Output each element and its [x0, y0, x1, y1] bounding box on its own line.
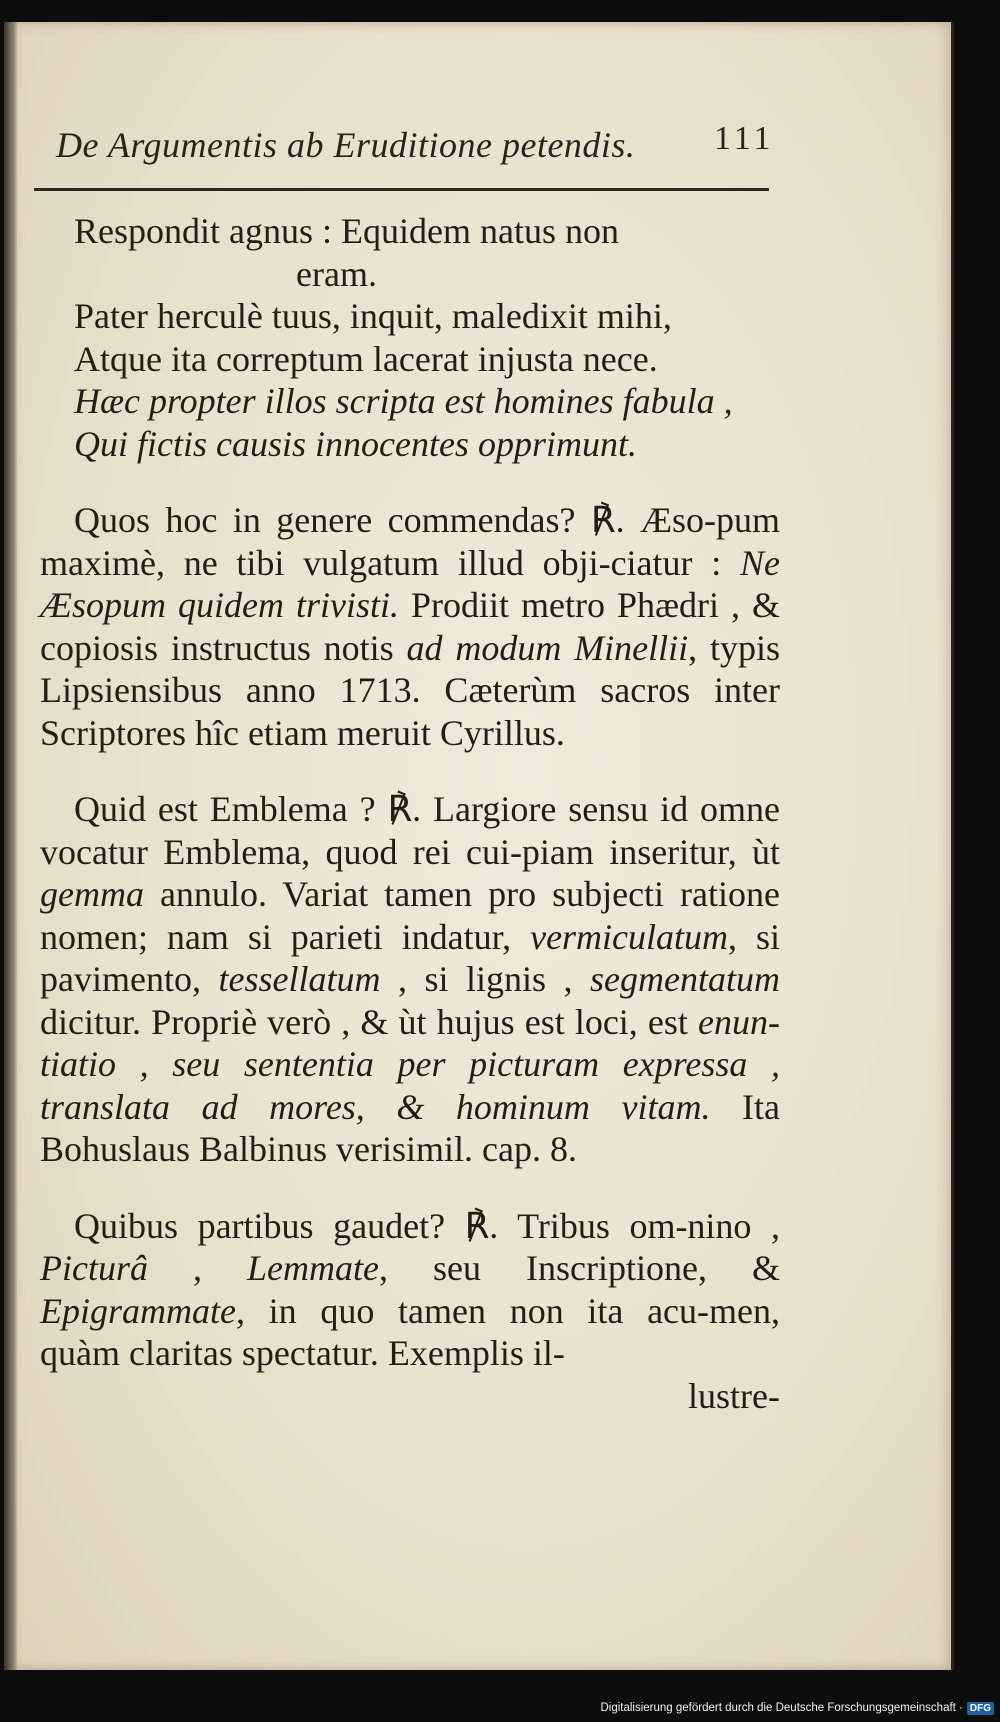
paragraph-aesop [40, 499, 780, 754]
text-run: , typis Lipsiensibus anno 1713. Cæterùm sacros inter Scriptores hîc etiam meruit Cyrillus. [40, 627, 780, 753]
text-run: , [147, 1248, 248, 1288]
page-number: 111 [714, 120, 775, 157]
text-run: dicitur. Propriè verò , & ùt hujus est loci, est [40, 1001, 699, 1042]
italic-run: gemma [40, 874, 144, 914]
verse-line: Pater herculè tuus, inquit, maledixit mihi, [74, 296, 672, 336]
credit-text: Digitalisierung gefördert durch die Deutsche Forschungsgemeinschaft · [600, 1702, 963, 1714]
running-title: De Argumentis ab Eruditione petendis. [56, 125, 636, 165]
verse-line-moral: Qui fictis causis innocentes opprimunt. [74, 423, 637, 464]
italic-run: tessellatum [218, 959, 381, 999]
text-run: , si lignis , [380, 959, 591, 999]
paragraph-emblema [40, 788, 780, 1171]
italic-run: Ne Æsopum quidem trivisti. [40, 542, 780, 625]
verse-line: eram. [296, 253, 377, 294]
verse-line: Respondit agnus : Equidem natus non [74, 211, 619, 251]
text-run: Prodiit metro Phædri , & copiosis instructus notis [40, 585, 780, 668]
digitization-credit [600, 1698, 994, 1718]
italic-run: Picturâ [40, 1248, 148, 1288]
page-gutter-shadow [4, 22, 18, 1670]
text-run: annulo. Variat tamen pro subjecti ratione nomen; nam si parieti indatur, [40, 874, 780, 957]
verse-line: Atque ita correptum lacerat injusta nece. [74, 338, 658, 379]
text-run: , in quo tamen non ita acu-men, quàm claritas spectatur. Exemplis il- [40, 1290, 780, 1373]
text-run: Quid est Emblema ? ℟. Largiore sensu id omne vocatur Emblema, quod rei cui-piam inseritur, ùt [40, 789, 780, 872]
italic-run: Epigrammate [40, 1290, 236, 1331]
italic-run: Lemmate [247, 1248, 379, 1288]
page-body [40, 210, 780, 1417]
book-page [4, 22, 954, 1670]
italic-run: segmentatum [590, 959, 781, 999]
text-run: , seu Inscriptione, & [379, 1248, 780, 1288]
text-run: , si pavimento, [40, 916, 780, 999]
catchword: lustre- [688, 1375, 780, 1416]
fable-verse [40, 210, 780, 465]
italic-run: ad modum Minellii [406, 627, 689, 668]
text-run: Quibus partibus gaudet? ℟. Tribus om-nino , [74, 1205, 780, 1246]
italic-run: vermiculatum [530, 916, 729, 957]
paragraph-partes [40, 1205, 780, 1418]
header-rule [34, 188, 769, 191]
italic-run: enun-tiatio , seu sententia per picturam expressa , translata ad mores, & hominum vitam. [40, 1001, 780, 1127]
text-run: Ita Bohuslaus Balbinus verisimil. cap. 8. [40, 1086, 780, 1169]
dfg-logo: DFG [967, 1702, 994, 1715]
verse-line-moral: Hæc propter illos scripta est homines fabula , [74, 381, 733, 421]
text-run: Quos hoc in genere commendas? ℟. Æso-pum maximè, ne tibi vulgatum illud obji-ciatur : [40, 500, 780, 583]
